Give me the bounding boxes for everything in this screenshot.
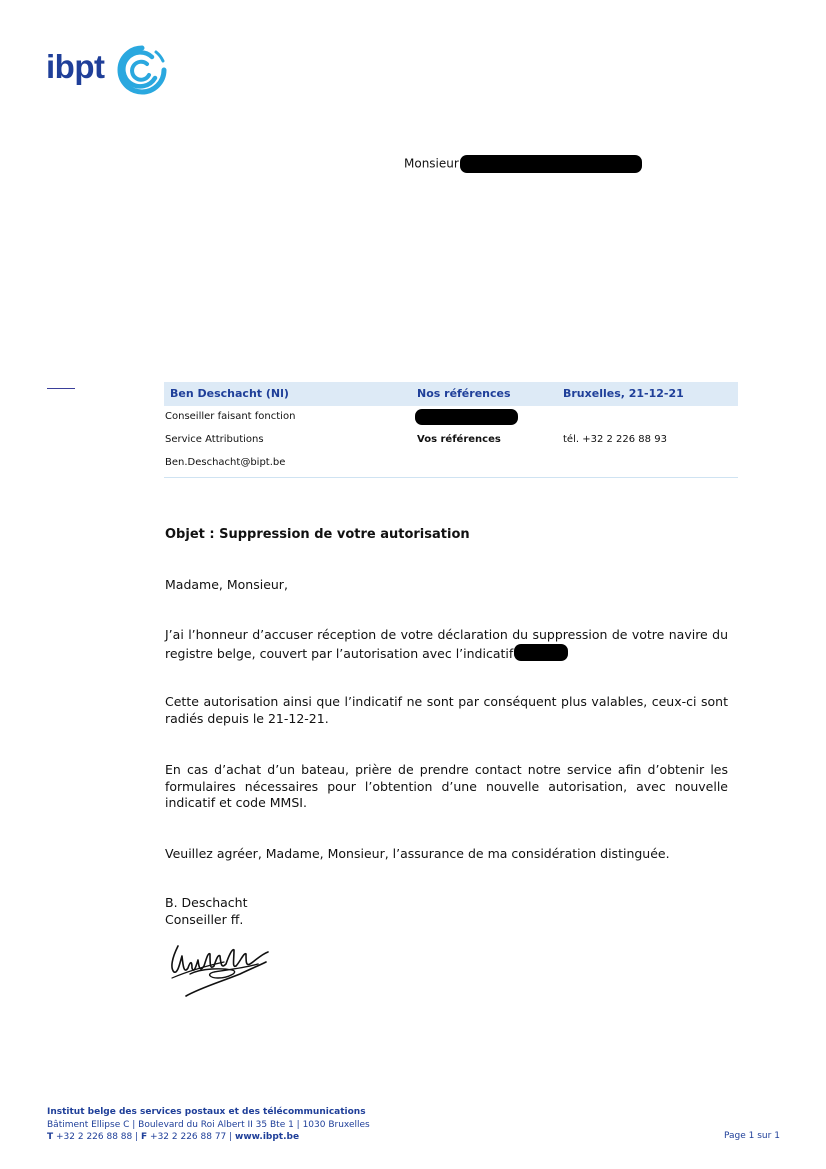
letter-subject: Objet : Suppression de votre autorisation: [165, 527, 470, 542]
our-references-label: Nos références: [417, 387, 511, 400]
logo-text: ibpt: [46, 48, 105, 85]
footer-website-link[interactable]: www.ibpt.be: [235, 1132, 300, 1142]
footer-f-label: F: [141, 1132, 148, 1142]
footer-contact: [47, 1131, 370, 1144]
reference-header-row: [164, 382, 738, 406]
redaction-block: [415, 409, 518, 425]
letter-greeting: Madame, Monsieur,: [165, 577, 288, 592]
your-references-label: Vos références: [417, 434, 501, 445]
letter-closing: Veuillez agréer, Madame, Monsieur, l’assurance de ma considération distinguée.: [165, 846, 670, 861]
sender-name: Ben Deschacht (Nl): [170, 387, 289, 400]
redaction-block: [514, 644, 568, 661]
footer-address: Bâtiment Ellipse C | Boulevard du Roi Albert II 35 Bte 1 | 1030 Bruxelles: [47, 1119, 370, 1130]
letter-paragraph-3: En cas d’achat d’un bateau, prière de prendre contact notre service afin d’obtenir les formulaires nécessaires pour l’obtention d’une nouvelle autorisation, avec nouvelle indicatif et code MMSI.: [165, 762, 728, 810]
footer-institute: Institut belge des services postaux et des télécommunications: [47, 1107, 366, 1117]
table-bottom-rule: [164, 477, 738, 478]
place-date: Bruxelles, 21-12-21: [563, 387, 684, 400]
fold-mark: [47, 388, 75, 389]
reference-row: [164, 452, 738, 475]
sender-phone: tél. +32 2 226 88 93: [563, 434, 667, 445]
signatory-block: [165, 895, 248, 928]
reference-row: [164, 406, 738, 429]
footer-t-label: T: [47, 1132, 54, 1142]
sender-email[interactable]: Ben.Deschacht@bipt.be: [165, 457, 286, 468]
handwritten-signature: [166, 938, 274, 1000]
sender-service: Service Attributions: [165, 434, 264, 445]
recipient-salutation: Monsieur: [404, 156, 459, 171]
paragraph-1-text: J’ai l’honneur d’accuser réception de votre déclaration du suppression de votre navire du registre belge, couvert par l’autorisation avec l’indicatif: [165, 627, 728, 661]
reference-table: [164, 382, 738, 478]
signatory-title: Conseiller ff.: [165, 911, 244, 927]
letter-paragraph-1: [165, 627, 728, 662]
page-footer: [47, 1106, 370, 1144]
reference-row: [164, 429, 738, 452]
redaction-block: [460, 155, 642, 173]
page-number: Page 1 sur 1: [724, 1131, 780, 1141]
footer-phone: +32 2 226 88 88 |: [53, 1132, 142, 1142]
signatory-name: B. Deschacht: [165, 895, 248, 910]
logo-mark-icon: [116, 44, 168, 96]
footer-fax: +32 2 226 88 77 |: [147, 1132, 236, 1142]
recipient-address: [404, 155, 642, 173]
sender-title: Conseiller faisant fonction: [165, 411, 296, 422]
letter-paragraph-2: Cette autorisation ainsi que l’indicatif ne sont par conséquent plus valables, ceux-ci sont radiés depuis le 21-12-21.: [165, 694, 728, 726]
ibpt-logo: [46, 44, 168, 96]
